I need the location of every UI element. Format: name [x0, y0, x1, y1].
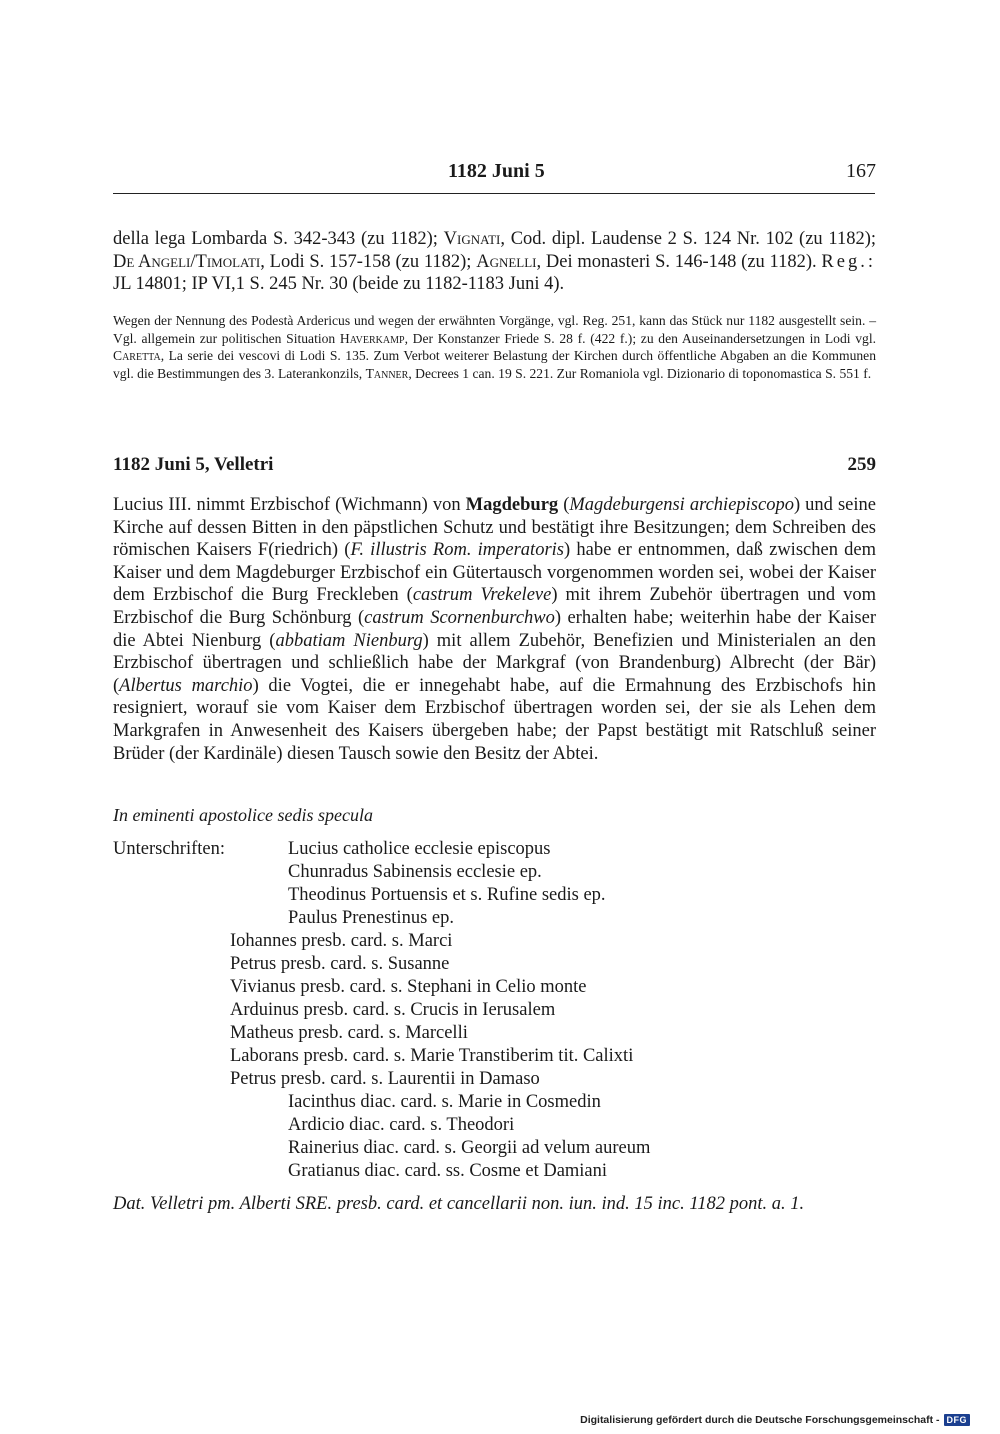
text-run: Lucius III. nimmt Erzbischof (Wichmann) von: [113, 495, 466, 515]
signature-line: Matheus presb. card. s. Marcelli: [230, 1023, 468, 1043]
text-run: , Cod. dipl. Laudense 2 S. 124 Nr. 102 (zu 1182);: [500, 229, 876, 249]
text-run: (: [558, 495, 570, 515]
text-run: , Decrees 1 can. 19 S. 221. Zur Romaniola vgl. Dizionario di toponomastica S. 551 f.: [408, 365, 872, 381]
author-name: De Angeli/Timolati: [113, 251, 261, 272]
text-run: ) mit allem Zubehör, Benefizien und Ministerialen an den Erzbischof übertragen und schließlich habe der Markgraf (von Brandenburg) Albrecht (der Bär) (: [113, 630, 876, 696]
author-name: Agnelli: [476, 251, 537, 272]
entry-date-place: 1182 Juni 5, Velletri: [113, 454, 274, 475]
author-name: Caretta: [113, 348, 161, 364]
signature-line: Laborans presb. card. s. Marie Transtiberim tit. Calixti: [230, 1046, 634, 1066]
text-run: della lega Lombarda S. 342-343 (zu 1182);: [113, 229, 444, 249]
text-run: , Dei monasteri S. 146-148 (zu 1182).: [536, 251, 822, 272]
signature-line: Vivianus presb. card. s. Stephani in Celio monte: [230, 977, 587, 997]
signature-line: Arduinus presb. card. s. Crucis in Ierusalem: [230, 1000, 556, 1020]
footer-text: Digitalisierung gefördert durch die Deutsche Forschungsgemeinschaft -: [580, 1414, 940, 1426]
literature-paragraph: [113, 228, 876, 296]
commentary-paragraph: [113, 312, 876, 382]
author-name: Tanner: [365, 365, 409, 381]
latin-quote: Albertus marchio: [119, 675, 253, 696]
latin-quote: F. illustris Rom. imperatoris: [350, 540, 564, 561]
latin-quote: Magdeburgensi archiepiscopo: [569, 495, 794, 515]
text-run: ) die Vogtei, die er innegehabt habe, auf die Ermahnung des Erzbischofs hin resigniert, worauf sie vom Kaiser dem Erzbischof übertragen worden sei, der sie als Lehen dem Markgrafen in Anwesenheit des Kaisers übergeben habe; der Papst bestätigt mit Ratschluß seiner Brüder (der Kardinäle) diesen Tausch sowie den Besitz der Abtei.: [113, 675, 877, 764]
text-run: ) erhalten habe; weiterhin habe der Kaiser die Abtei Nienburg (: [113, 607, 876, 651]
text-run: Wegen der Nennung des Podestà Ardericus und wegen der erwähnten Vorgänge, vgl. Reg. 251, kann das Stück nur 1182 ausgestellt sein. – Vgl. allgemein zur politischen Situation: [113, 313, 876, 346]
footer-credit: [580, 1414, 970, 1426]
signature-line: Petrus presb. card. s. Susanne: [230, 954, 450, 974]
regesta-label: Reg.:: [821, 251, 876, 272]
signature-line: Paulus Prenestinus ep.: [288, 908, 454, 928]
signature-line: Petrus presb. card. s. Laurentii in Damaso: [230, 1069, 540, 1089]
signatures-label: Unterschriften:: [113, 839, 225, 859]
signature-line: Chunradus Sabinensis ecclesie ep.: [288, 862, 542, 882]
signature-line: Rainerius diac. card. s. Georgii ad velum aureum: [288, 1138, 651, 1158]
entry-number: 259: [847, 454, 876, 475]
text-run: ) mit ihrem Zubehör übertragen und vom Erzbischof die Burg Schönburg (: [113, 585, 876, 628]
regest-paragraph: [113, 494, 876, 765]
dating-clause: Dat. Velletri pm. Alberti SRE. presb. card. et cancellarii non. iun. ind. 15 inc. 1182 pont. a. 1.: [113, 1194, 805, 1214]
latin-quote: abbatiam Nienburg: [275, 630, 423, 651]
signature-line: Lucius catholice ecclesie episcopus: [288, 839, 551, 859]
text-run: , Lodi S. 157-158 (zu 1182);: [260, 251, 477, 272]
latin-quote: castrum Vrekeleve: [412, 585, 552, 606]
text-run: JL 14801; IP VI,1 S. 245 Nr. 30 (beide zu 1182-1183 Juni 4).: [113, 274, 565, 295]
signature-line: Ardicio diac. card. s. Theodori: [288, 1115, 515, 1135]
place-name: Magdeburg: [465, 495, 559, 515]
page-number: 167: [846, 160, 876, 182]
text-run: , Der Konstanzer Friede S. 28 f. (422 f.); zu den Auseinandersetzungen in Lodi vgl.: [404, 330, 876, 346]
running-header-title: 1182 Juni 5: [448, 160, 545, 182]
header-rule: [113, 193, 875, 194]
text-run: ) und seine Kirche auf dessen Bitten in den päpstlichen Schutz und bestätigt ihre Besitzungen; dem Schreiben des römischen Kaisers F(riedrich) (: [113, 495, 876, 561]
signature-line: Gratianus diac. card. ss. Cosme et Damiani: [288, 1161, 608, 1181]
signature-line: Theodinus Portuensis et s. Rufine sedis ep.: [288, 885, 606, 905]
author-name: Vignati: [443, 229, 501, 249]
dfg-logo-icon: DFG: [944, 1414, 971, 1426]
signature-line: Iacinthus diac. card. s. Marie in Cosmedin: [288, 1092, 601, 1112]
latin-quote: castrum Scornenburchwo: [364, 607, 555, 628]
text-run: , La serie dei vescovi di Lodi S. 135. Zum Verbot weiterer Belastung der Kirchen durch öffentliche Abgaben an die Kommunen vgl. die Bestimmungen des 3. Laterankonzils,: [113, 348, 876, 381]
author-name: Haverkamp: [339, 330, 405, 346]
signature-line: Iohannes presb. card. s. Marci: [230, 931, 453, 951]
incipit: In eminenti apostolice sedis specula: [113, 805, 373, 825]
text-run: ) habe er entnommen, daß zwischen dem Kaiser und dem Magdeburger Erzbischof ein Gütertausch vorgenommen worden sei, wobei der Kaiser dem Erzbischof die Burg Freckleben (: [113, 540, 876, 606]
